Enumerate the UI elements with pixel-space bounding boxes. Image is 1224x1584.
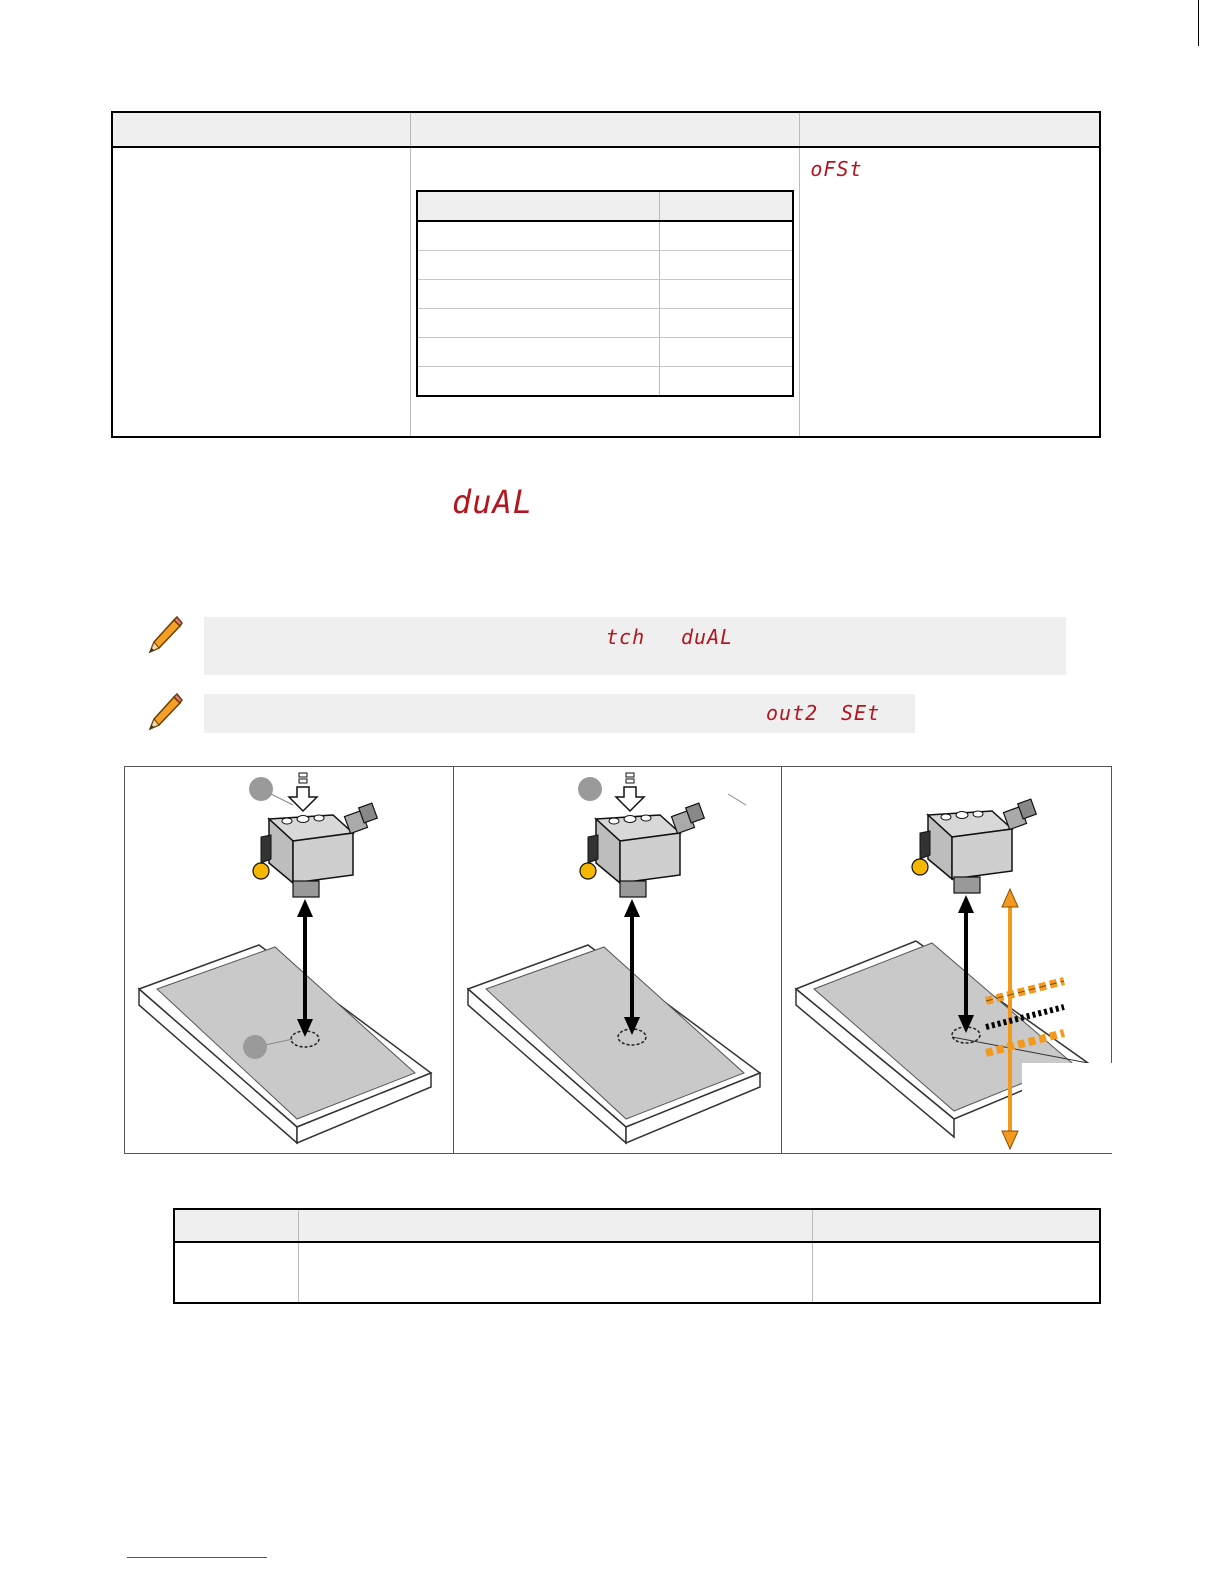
table-row	[417, 338, 793, 367]
note-code-tch: tch	[606, 625, 646, 649]
header-cell-3	[800, 112, 1100, 147]
header-cell-1	[112, 112, 411, 147]
note-box-2	[204, 694, 915, 733]
note-code-set: SEt	[841, 701, 881, 725]
pencil-icon	[144, 692, 184, 732]
body-cell-1	[112, 147, 411, 437]
display-code-ofst: oFSt	[810, 157, 863, 181]
settings-table	[111, 111, 1101, 438]
note-box-1	[204, 617, 1066, 675]
body-cell-3	[800, 147, 1100, 437]
body-cell-2	[411, 147, 800, 437]
note-code-dual: duAL	[681, 625, 734, 649]
pencil-icon	[144, 615, 184, 655]
header-cell-2	[411, 112, 800, 147]
table-row	[417, 251, 793, 280]
footer-link-underline[interactable]	[127, 1557, 267, 1558]
figure-panel-3	[781, 767, 1112, 1153]
table-row	[417, 221, 793, 251]
table-row	[417, 367, 793, 397]
table-row	[417, 309, 793, 338]
table-row	[417, 280, 793, 309]
inner-table	[416, 190, 794, 397]
figure-panel-2	[453, 767, 782, 1153]
teach-procedure-figure	[124, 766, 1112, 1154]
note-code-out2: out2	[766, 701, 819, 725]
mode-display-dual: duAL	[452, 483, 534, 521]
bottom-table	[173, 1208, 1101, 1304]
page-edge-line	[1198, 0, 1199, 46]
table-row	[174, 1242, 1100, 1303]
figure-panel-1	[125, 767, 453, 1153]
